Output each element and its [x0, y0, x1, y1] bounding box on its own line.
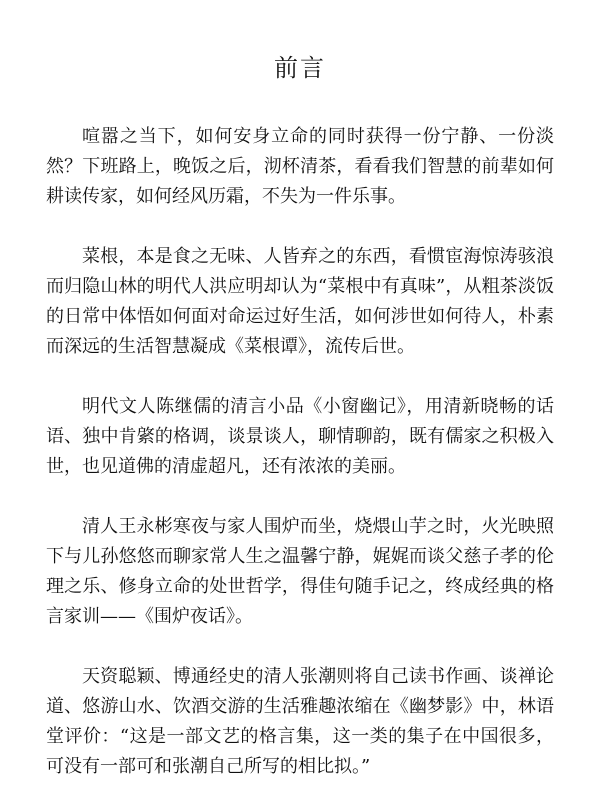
page-title: 前言	[274, 54, 326, 82]
paragraph-4: 清人王永彬寒夜与家人围炉而坐，烧煨山芋之时，火光映照下与儿孙悠悠而聊家常人生之温馨宁静，娓娓而谈父慈子孝的伦理之乐、修身立命的处世哲学，得佳句随手记之，终成经典的格言家训——《围炉夜话》。	[46, 516, 554, 627]
paragraph-1: 喧嚣之当下，如何安身立命的同时获得一份宁静、一份淡然？下班路上，晚饭之后，沏杯清茶，看看我们智慧的前辈如何耕读传家，如何经风历霜，不失为一件乐事。	[46, 126, 554, 207]
paragraph-3: 明代文人陈继儒的清言小品《小窗幽记》，用清新晓畅的话语、独中肯綮的格调，谈景谈人，聊情聊韵，既有儒家之积极入世，也见道佛的清虚超凡，还有浓浓的美丽。	[46, 396, 554, 477]
paragraph-5: 天资聪颖、博通经史的清人张潮则将自己读书作画、谈禅论道、悠游山水、饮酒交游的生活雅趣浓缩在《幽梦影》中，林语堂评价：“这是一部文艺的格言集，这一类的集子在中国很多，可没有一部可和张潮自己所写的相比拟。”	[46, 666, 554, 777]
paragraph-2: 菜根，本是食之无味、人皆弃之的东西，看惯宦海惊涛骇浪而归隐山林的明代人洪应明却认为“菜根中有真味”，从粗茶淡饭的日常中体悟如何面对命运过好生活，如何涉世如何待人，朴素而深远的生活智慧凝成《菜根谭》，流传后世。	[46, 246, 554, 357]
